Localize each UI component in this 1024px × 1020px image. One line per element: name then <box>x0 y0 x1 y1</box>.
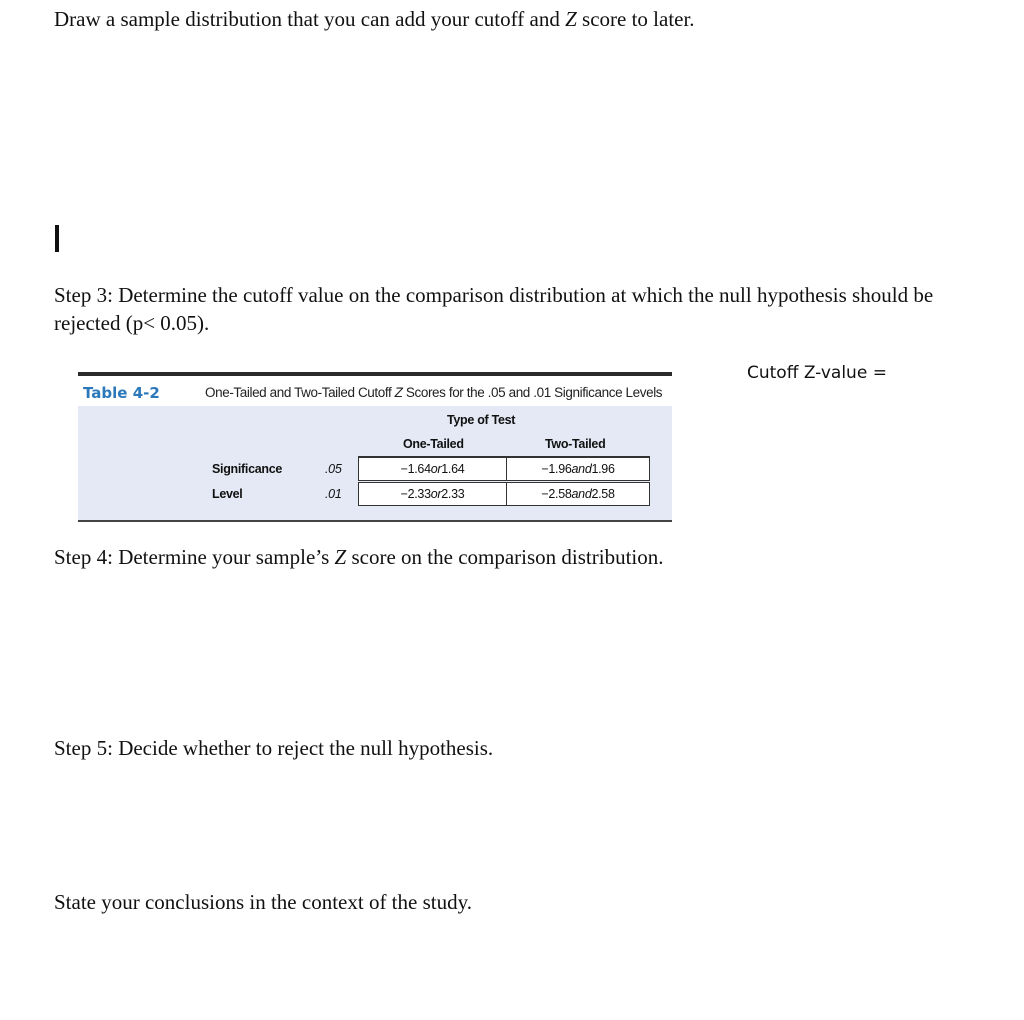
table-title: One-Tailed and Two-Tailed Cutoff Z Scores for the .05 and .01 Significance Levels <box>205 385 663 400</box>
intro-instruction: Draw a sample distribution that you can add your cutoff and Z score to later. <box>54 7 695 31</box>
table-body <box>78 406 672 522</box>
cell-two-tailed-05: −1.96 and 1.96 <box>506 457 650 481</box>
significance-label: Significance <box>212 462 283 476</box>
step-5-label: Step 5 <box>54 736 108 760</box>
cell-one-tailed-01: −2.33 or 2.33 <box>358 482 507 506</box>
table-label: Table 4-2 <box>83 384 160 402</box>
step-4-instruction: Step 4: Determine your sample’s Z score on the comparison distribution. <box>54 545 664 569</box>
step-4-label: Step 4 <box>54 545 108 569</box>
cutoff-z-value-label: Cutoff Z-value = <box>747 363 887 383</box>
table-caption <box>78 376 672 406</box>
type-of-test-header: Type of Test <box>447 413 516 427</box>
cell-two-tailed-01: −2.58 and 2.58 <box>506 482 650 506</box>
cell-one-tailed-05: −1.64 or 1.64 <box>358 457 507 481</box>
one-tailed-header: One-Tailed <box>403 437 464 451</box>
level-05: .05 <box>325 462 342 476</box>
level-01: .01 <box>325 487 342 501</box>
step-5-instruction: Step 5: Decide whether to reject the null hypothesis. <box>54 736 494 760</box>
level-label: Level <box>212 487 243 501</box>
step-3-label: Step 3 <box>54 283 108 307</box>
text-cursor <box>55 225 59 252</box>
two-tailed-header: Two-Tailed <box>545 437 606 451</box>
step-3-instruction: Step 3: Determine the cutoff value on the comparison distribution at which the null hypothesis should be rejected (p< 0.05). <box>54 283 934 335</box>
conclusion-instruction: State your conclusions in the context of the study. <box>54 890 472 914</box>
table-4-2 <box>78 372 672 522</box>
